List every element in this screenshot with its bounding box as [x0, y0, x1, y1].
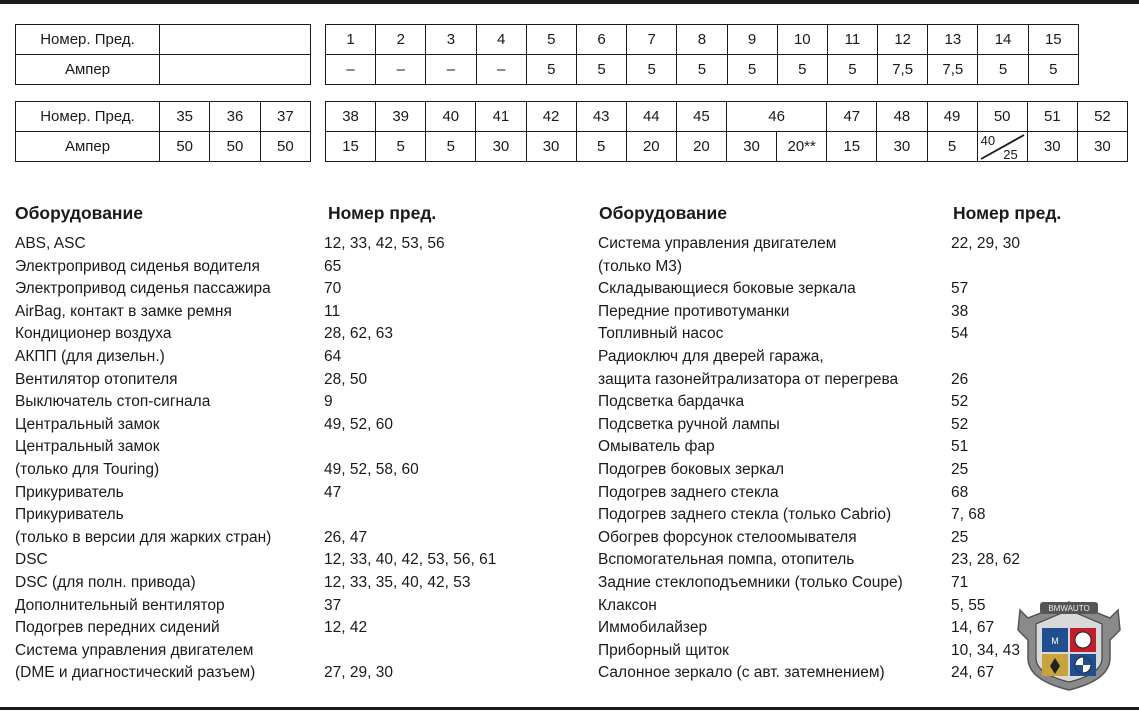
- fuse-number-item: 71: [951, 573, 969, 591]
- fuse-amp-cell: 5: [627, 55, 677, 85]
- fuse-number-row: [16, 102, 311, 132]
- fuse-number-item: 24, 67: [951, 664, 995, 682]
- fuse-amp-row: [326, 132, 1128, 162]
- fuse-number-row: [16, 25, 311, 55]
- equipment-item: Подсветка бардачка: [598, 393, 745, 411]
- row-label-amp: Ампер: [16, 55, 160, 85]
- fuse-number-item: 38: [951, 302, 969, 320]
- equipment-item: (только в версии для жарких стран): [15, 528, 272, 546]
- svg-text:M: M: [1051, 636, 1059, 646]
- fuse-number-item: 10, 34, 43: [951, 641, 1020, 659]
- fuse-number-cell: 35: [160, 102, 210, 132]
- fuse-amp-cell: 5: [978, 55, 1028, 85]
- fuse-amp-cell: 30: [526, 132, 576, 162]
- fuse-amp-cell: 30: [727, 132, 777, 162]
- fuse-number-cell: 42: [526, 102, 576, 132]
- fuse-number-item: 11: [324, 302, 341, 320]
- fuse-number-item: 27, 29, 30: [324, 664, 393, 682]
- fuse-number-item: 26, 47: [324, 528, 368, 546]
- row-label-amp: Ампер: [16, 132, 160, 162]
- fuse-number-cell: 49: [927, 102, 977, 132]
- fuse-amp-cell: 30: [1077, 132, 1127, 162]
- fuse-number-cell: 45: [676, 102, 726, 132]
- fuse-amp-cell: 5: [426, 132, 476, 162]
- fuse-number-cell: 1: [326, 25, 376, 55]
- fuse-number-item: 22, 29, 30: [951, 235, 1020, 252]
- equipment-list-left: [15, 233, 271, 685]
- fuse-number-cell: 48: [877, 102, 927, 132]
- fuse-number-cell: 14: [978, 25, 1028, 55]
- equipment-item: Электропривод сиденья пассажира: [15, 280, 271, 298]
- fuse-number-item: 25: [951, 460, 969, 478]
- fuse-number-header-left: Номер пред.: [328, 203, 437, 223]
- equipment-item: Клаксон: [598, 596, 657, 614]
- equipment-item: Прикуриватель: [15, 506, 124, 524]
- fuse-number-item: 52: [951, 415, 969, 433]
- fuse-number-item: [951, 346, 1020, 369]
- fuse-amp-cell: 50: [160, 132, 210, 162]
- fuse-amp-cell: 5: [376, 132, 426, 162]
- fuse-number-item: 23, 28, 62: [951, 551, 1020, 569]
- fuse-number-cell: 39: [376, 102, 426, 132]
- split-amp-value: [978, 132, 1027, 161]
- fuse-number-item: [324, 436, 496, 459]
- fuse-number-item: [951, 256, 1020, 279]
- fuse-number-row: [326, 25, 1079, 55]
- equipment-item: Система управления двигателем: [598, 235, 837, 252]
- fuse-amp-cell: 5: [576, 132, 626, 162]
- equipment-item: Передние противотуманки: [598, 302, 790, 320]
- fuse-number-item: 12, 33, 35, 40, 42, 53: [324, 573, 471, 591]
- equipment-item: Подсветка ручной лампы: [598, 415, 780, 433]
- row-label-number: Номер. Пред.: [16, 102, 160, 132]
- equipment-item: Система управления двигателем: [15, 641, 254, 659]
- fuse-number-item: 51: [951, 438, 969, 456]
- fuse-amp-cell: 5: [677, 55, 727, 85]
- fuse-amp-cell: 5: [927, 132, 977, 162]
- fuse-number-item: 47: [324, 483, 342, 501]
- fuse-amp-cell: –: [426, 55, 476, 85]
- fuse-number-cell: 9: [727, 25, 777, 55]
- fuse-number-item: 37: [324, 596, 342, 614]
- fuse-amp-row: [326, 55, 1079, 85]
- fuse-number-cell: 47: [827, 102, 877, 132]
- fuse-number-cell: 44: [626, 102, 676, 132]
- fuse-number-item: 25: [951, 528, 969, 546]
- equipment-item: Прикуриватель: [15, 483, 124, 501]
- equipment-header-left: Оборудование: [15, 203, 143, 223]
- fuse-number-cell: 2: [376, 25, 426, 55]
- equipment-item: Задние стеклоподъемники (только Coupe): [598, 573, 903, 591]
- equipment-item: Радиоключ для дверей гаража,: [598, 347, 824, 365]
- fuse-amp-cell: 15: [827, 132, 877, 162]
- fuse-amp-cell: 5: [777, 55, 827, 85]
- fuse-table-right-bottom: [325, 101, 1128, 162]
- equipment-item: Дополнительный вентилятор: [15, 596, 225, 614]
- fuse-table-left-bottom: [15, 101, 311, 162]
- equipment-item: Подогрев заднего стекла: [598, 483, 779, 501]
- equipment-item: Вентилятор отопителя: [15, 370, 178, 388]
- fuse-amp-cell: 7,5: [878, 55, 928, 85]
- fuse-number-item: 68: [951, 483, 969, 501]
- fuse-amp-cell: 50: [210, 132, 260, 162]
- fuse-amp-cell: 5: [727, 55, 777, 85]
- fuse-number-item: 64: [324, 347, 342, 365]
- fuse-number-cell: 4: [476, 25, 526, 55]
- bottom-border-line: [0, 707, 1139, 710]
- equipment-item: (только M3): [598, 257, 683, 275]
- fuse-number-item: 28, 62, 63: [324, 325, 393, 343]
- equipment-item: Выключатель стоп-сигнала: [15, 393, 211, 411]
- fuse-amp-cell: –: [376, 55, 426, 85]
- equipment-item: AirBag, контакт в замке ремня: [15, 302, 232, 320]
- fuse-number-item: 12, 42: [324, 619, 368, 637]
- fuse-number-item: 14, 67: [951, 619, 995, 637]
- fuse-amp-cell: 20**: [777, 132, 827, 162]
- equipment-item: АКПП (для дизельн.): [15, 347, 165, 365]
- split-amp-top: 40: [980, 133, 996, 148]
- fuse-number-list-right: [951, 233, 1020, 685]
- fuse-number-header-right: Номер пред.: [953, 203, 1062, 223]
- fuse-number-cell: 52: [1077, 102, 1127, 132]
- equipment-item: Кондиционер воздуха: [15, 325, 172, 343]
- fuse-table-left-top: [15, 24, 311, 85]
- fuse-number-cell: 8: [677, 25, 727, 55]
- equipment-item: Электропривод сиденья водителя: [15, 257, 260, 275]
- fuse-number-cell: 12: [878, 25, 928, 55]
- fuse-number-cell: 11: [827, 25, 877, 55]
- fuse-number-item: 12, 33, 42, 53, 56: [324, 235, 445, 252]
- fuse-number-item: 28, 50: [324, 370, 368, 388]
- fuse-number-empty-cell: [160, 25, 311, 55]
- fuse-amp-cell: 5: [526, 55, 576, 85]
- fuse-amp-cell: –: [476, 55, 526, 85]
- top-border-line: [0, 0, 1139, 4]
- equipment-item: Обогрев форсунок стелоомывателя: [598, 528, 857, 546]
- fuse-number-cell: 10: [777, 25, 827, 55]
- equipment-item: Приборный щиток: [598, 641, 729, 659]
- fuse-amp-cell: 5: [576, 55, 626, 85]
- fuse-number-cell: 43: [576, 102, 626, 132]
- equipment-item: Центральный замок: [15, 438, 160, 456]
- fuse-number-cell: 41: [476, 102, 526, 132]
- fuse-amp-cell: 15: [326, 132, 376, 162]
- watermark-logo: [1016, 596, 1122, 692]
- equipment-item: Подогрев передних сидений: [15, 619, 220, 637]
- fuse-number-cell: 7: [627, 25, 677, 55]
- fuse-amp-split-cell: [977, 132, 1027, 162]
- equipment-list-right: [598, 233, 903, 685]
- equipment-item: Топливный насос: [598, 325, 724, 343]
- equipment-item: (DME и диагностический разъем): [15, 664, 256, 682]
- fuse-number-cell: 37: [260, 102, 310, 132]
- equipment-header-right: Оборудование: [599, 203, 727, 223]
- fuse-number-cell: 38: [326, 102, 376, 132]
- equipment-item: ABS, ASC: [15, 235, 86, 252]
- equipment-item: Центральный замок: [15, 415, 160, 433]
- fuse-number-item: 65: [324, 257, 342, 275]
- fuse-number-item: 5, 55: [951, 596, 986, 614]
- fuse-amp-cell: 5: [1028, 55, 1078, 85]
- row-label-number: Номер. Пред.: [16, 25, 160, 55]
- fuse-amp-empty-cell: [160, 55, 311, 85]
- fuse-number-item: 57: [951, 280, 969, 298]
- fuse-amp-cell: 30: [476, 132, 526, 162]
- equipment-item: (только для Touring): [15, 460, 160, 478]
- fuse-amp-cell: 30: [877, 132, 927, 162]
- watermark-text: BMWAUTO: [1048, 604, 1090, 613]
- split-amp-bottom: 25: [1003, 147, 1018, 162]
- equipment-item: DSC (для полн. привода): [15, 573, 196, 591]
- fuse-amp-cell: 7,5: [928, 55, 978, 85]
- fuse-number-cell: 5: [526, 25, 576, 55]
- fuse-number-item: 49, 52, 60: [324, 415, 393, 433]
- fuse-table-right-top: [325, 24, 1079, 85]
- fuse-amp-cell: 50: [260, 132, 310, 162]
- fuse-amp-cell: 20: [676, 132, 726, 162]
- fuse-amp-row: [16, 132, 311, 162]
- equipment-item: защита газонейтрализатора от перегрева: [598, 370, 899, 388]
- fuse-number-cell: 51: [1027, 102, 1077, 132]
- equipment-item: Иммобилайзер: [598, 619, 708, 637]
- fuse-amp-row: [16, 55, 311, 85]
- fuse-amp-cell: 5: [827, 55, 877, 85]
- fuse-number-item: [324, 640, 496, 663]
- fuse-number-cell: 40: [426, 102, 476, 132]
- fuse-number-item: [324, 504, 496, 527]
- equipment-item: Подогрев заднего стекла (только Cabrio): [598, 506, 892, 524]
- equipment-item: Вспомогательная помпа, отопитель: [598, 551, 855, 569]
- equipment-item: Складывающиеся боковые зеркала: [598, 280, 856, 298]
- fuse-number-cell: 13: [928, 25, 978, 55]
- fuse-amp-cell: 20: [626, 132, 676, 162]
- fuse-number-item: 9: [324, 393, 333, 411]
- fuse-number-cell: 6: [576, 25, 626, 55]
- equipment-item: Салонное зеркало (с авт. затемнением): [598, 664, 885, 682]
- equipment-item: Омыватель фар: [598, 438, 715, 456]
- fuse-number-item: 49, 52, 58, 60: [324, 460, 419, 478]
- fuse-number-item: 70: [324, 280, 342, 298]
- fuse-number-item: 54: [951, 325, 969, 343]
- equipment-item: Подогрев боковых зеркал: [598, 460, 784, 478]
- watermark-emblem-icon: [1016, 596, 1122, 692]
- fuse-amp-cell: –: [326, 55, 376, 85]
- fuse-number-cell: 50: [977, 102, 1027, 132]
- fuse-number-cell: 3: [426, 25, 476, 55]
- fuse-number-list-left: [324, 233, 496, 685]
- equipment-item: DSC: [15, 551, 48, 569]
- fuse-number-cell: 36: [210, 102, 260, 132]
- fuse-number-cell: 15: [1028, 25, 1078, 55]
- fuse-number-cell: 46: [727, 102, 827, 132]
- fuse-number-row: [326, 102, 1128, 132]
- fuse-number-item: 26: [951, 370, 969, 388]
- fuse-number-item: 12, 33, 40, 42, 53, 56, 61: [324, 551, 497, 569]
- fuse-number-item: 7, 68: [951, 506, 986, 524]
- fuse-number-item: 52: [951, 393, 969, 411]
- fuse-amp-cell: 30: [1027, 132, 1077, 162]
